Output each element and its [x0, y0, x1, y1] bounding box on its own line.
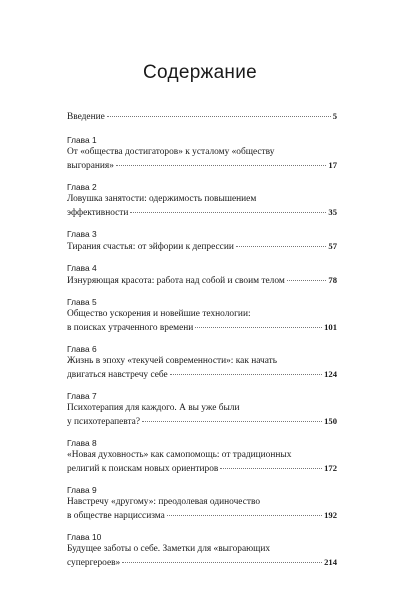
- chapter-label: Глава 9: [67, 485, 97, 495]
- chapter-label: Глава 8: [67, 438, 97, 448]
- chapter-title-line: у психотерапевта?: [67, 417, 141, 427]
- page-number: 78: [328, 275, 337, 285]
- page-number: 214: [324, 557, 337, 567]
- entry-title: Введение: [67, 112, 105, 122]
- page-number: 172: [324, 463, 337, 473]
- page-number: 35: [328, 207, 337, 217]
- dot-leader: [107, 116, 331, 117]
- page-title: Содержание: [142, 62, 258, 83]
- chapter-title-line: эффективности: [67, 208, 129, 218]
- chapter-title-line: выгорания»: [67, 161, 114, 171]
- chapter-title-line: Общество ускорения и новейшие технологии:: [67, 309, 251, 319]
- chapter-label: Глава 2: [67, 182, 97, 192]
- toc-entry-chapter-4[interactable]: [67, 262, 337, 288]
- table-of-contents: [67, 104, 337, 578]
- page-number: 101: [324, 322, 337, 332]
- toc-entry-chapter-1[interactable]: [67, 134, 337, 173]
- chapter-title-line: Ловушка занятости: одержимость повышением: [67, 194, 257, 204]
- toc-entry-chapter-3[interactable]: [67, 228, 337, 254]
- dot-leader: [220, 468, 322, 469]
- chapter-title-line: двигаться навстречу себе: [67, 370, 168, 380]
- page-number: 5: [332, 111, 337, 121]
- chapter-label: Глава 6: [67, 344, 97, 354]
- toc-entry-chapter-6[interactable]: [67, 343, 337, 382]
- chapter-label: Глава 5: [67, 297, 97, 307]
- chapter-title-line: Изнуряющая красота: работа над собой и своим телом: [67, 276, 285, 286]
- chapter-label: Глава 10: [67, 532, 102, 542]
- chapter-title-line: «Новая духовность» как самопомощь: от традиционных: [67, 450, 292, 460]
- dot-leader: [130, 212, 326, 213]
- dot-leader: [167, 515, 322, 516]
- toc-entry-chapter-9[interactable]: [67, 484, 337, 523]
- chapter-title-line: в поисках утраченного времени: [67, 323, 194, 333]
- chapter-title-line: Жизнь в эпоху «текучей современности»: как начать: [67, 356, 278, 366]
- page-number: 124: [324, 369, 337, 379]
- chapter-title-line: Тирания счастья: от эйфории к депрессии: [67, 242, 234, 252]
- page-number: 17: [328, 160, 337, 170]
- dot-leader: [236, 246, 327, 247]
- dot-leader: [122, 562, 322, 563]
- toc-entry-chapter-7[interactable]: [67, 390, 337, 429]
- page-number: 57: [328, 241, 337, 251]
- chapter-title-line: в обществе нарциссизма: [67, 511, 165, 521]
- toc-entry-chapter-2[interactable]: [67, 181, 337, 220]
- dot-leader: [116, 165, 326, 166]
- chapter-title-line: Психотерапия для каждого. А вы уже были: [67, 403, 240, 413]
- toc-entry-chapter-10[interactable]: [67, 531, 337, 570]
- chapter-label: Глава 1: [67, 135, 97, 145]
- chapter-title-line: религий к поискам новых ориентиров: [67, 464, 219, 474]
- dot-leader: [170, 374, 322, 375]
- toc-entry-chapter-5[interactable]: [67, 296, 337, 335]
- dot-leader: [142, 421, 322, 422]
- dot-leader: [287, 280, 327, 281]
- page-number: 192: [324, 510, 337, 520]
- chapter-label: Глава 4: [67, 263, 97, 273]
- chapter-title-line: Навстречу «другому»: преодолевая одиночество: [67, 497, 261, 507]
- toc-entry-intro[interactable]: [67, 110, 337, 124]
- dot-leader: [195, 327, 322, 328]
- chapter-title-line: От «общества достигаторов» к усталому «обществу: [67, 147, 275, 157]
- chapter-label: Глава 7: [67, 391, 97, 401]
- chapter-title-line: Будущее заботы о себе. Заметки для «выгорающих: [67, 544, 271, 554]
- page-number: 150: [324, 416, 337, 426]
- chapter-label: Глава 3: [67, 229, 97, 239]
- chapter-title-line: супергероев»: [67, 558, 121, 568]
- toc-entry-chapter-8[interactable]: [67, 437, 337, 476]
- chapter-list: [67, 134, 337, 570]
